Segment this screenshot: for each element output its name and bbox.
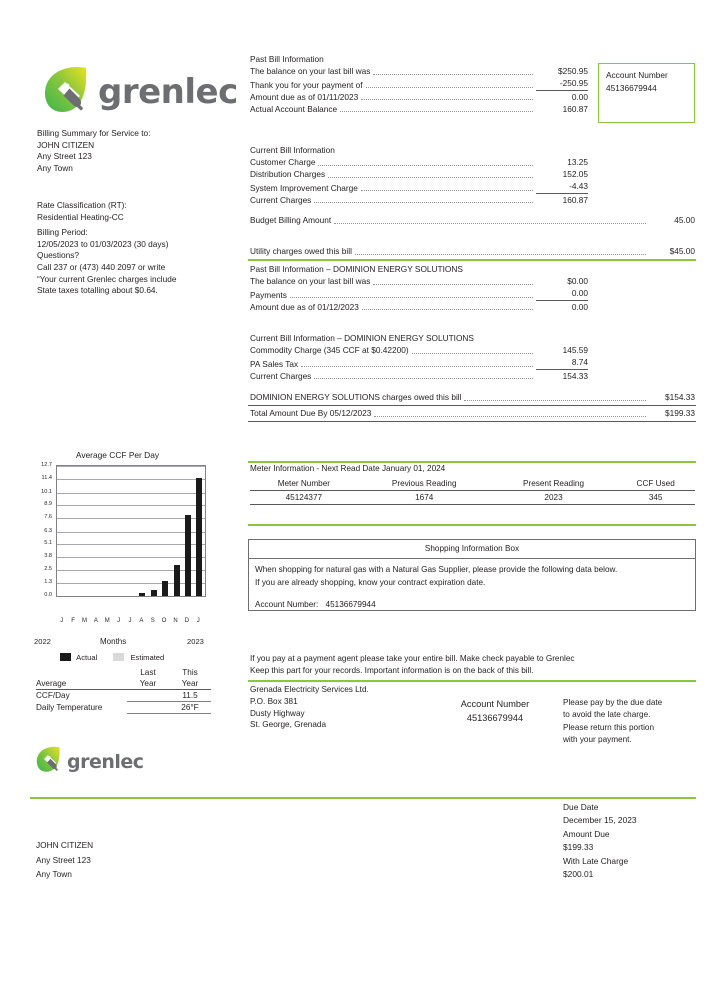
leader-dots [464, 400, 646, 401]
leader-dots [373, 74, 533, 75]
leader-dots [318, 165, 533, 166]
meter-table [250, 477, 695, 505]
meter-col-header: Previous Reading [358, 477, 491, 491]
line-item [250, 156, 588, 168]
leader-dots [361, 99, 533, 100]
line-item-label: Current Charges [250, 194, 312, 205]
line-item [250, 65, 588, 77]
stub-due-block [563, 801, 703, 881]
stub-amount-due-value: $199.33 [563, 842, 594, 853]
customer-name: JOHN CITIZEN [37, 139, 95, 150]
line-item-value: 160.87 [562, 194, 588, 205]
tax-note-line1: “Your current Grenlec charges include [37, 273, 177, 284]
meter-cell: 1674 [358, 491, 491, 505]
chart-y-tick-label: 5.1 [44, 539, 52, 546]
current-bill-section [250, 144, 588, 206]
grenlec-logo-footer [34, 744, 144, 779]
line-item-value: -250.95 [536, 77, 588, 91]
stub-address-line1: Any Street 123 [36, 854, 91, 865]
rate-classification-value: Residential Heating-CC [37, 211, 124, 222]
chart-x-tick-label: A [93, 618, 98, 624]
line-item-label: Actual Account Balance [250, 103, 338, 114]
chart-gridline [57, 583, 205, 584]
payment-notice-line1: If you pay at a payment agent please take your entire bill. Make check payable to Grenlec [250, 654, 575, 663]
utility-owed-label: Utility charges owed this bill [250, 246, 352, 256]
usage-row-last [127, 702, 169, 714]
usage-row-last [127, 690, 169, 702]
legend-swatch-estimated [113, 653, 124, 661]
remit-note-line1: Please pay by the due date [563, 698, 663, 707]
section-rule [248, 405, 696, 406]
leader-dots [290, 297, 533, 298]
chart-x-tick-label: J [60, 618, 64, 624]
line-item-label: PA Sales Tax [250, 358, 299, 369]
chart-gridline [57, 544, 205, 545]
budget-billing-value: 45.00 [674, 215, 695, 225]
total-due-label: Total Amount Due By 05/12/2023 [250, 408, 372, 418]
chart-y-tick-label: 10.1 [41, 488, 52, 495]
line-item-value: 152.05 [562, 169, 588, 179]
meter-col-header: CCF Used [616, 477, 695, 491]
line-item-label: Amount due as of 01/11/2023 [250, 91, 359, 102]
line-item-label: The balance on your last bill was [250, 276, 371, 286]
line-item-value: 0.00 [536, 287, 588, 301]
green-divider [248, 524, 696, 526]
chart-y-tick-label: 3.8 [44, 553, 52, 560]
logo-wordmark: grenlec [67, 750, 144, 773]
line-item [250, 301, 588, 313]
remit-note-line4: with your payment. [563, 735, 632, 745]
col-last-year: Year [127, 678, 169, 690]
line-item [250, 370, 588, 382]
col-last-header: Last [140, 668, 156, 677]
account-number-value: 45136679944 [606, 82, 657, 93]
utility-owed-value: $45.00 [669, 246, 695, 256]
remit-note-line3: Please return this portion [563, 722, 655, 732]
usage-row-this: 26°F [169, 702, 211, 714]
leader-dots [362, 309, 533, 310]
chart-x-tick-label: J [128, 618, 132, 624]
budget-billing-row [250, 214, 695, 226]
stub-amount-due-label: Amount Due [563, 828, 610, 839]
chart-y-tick-label: 2.5 [44, 566, 52, 573]
remit-po-box: P.O. Box 381 [250, 696, 298, 706]
utility-owed-row [250, 245, 695, 257]
stub-customer-name: JOHN CITIZEN [36, 840, 94, 850]
shopping-box-line2: If you are already shopping, know your contract expiration date. [255, 577, 486, 587]
chart-y-axis [28, 462, 52, 598]
chart-bar [162, 581, 168, 596]
leader-dots [373, 284, 533, 285]
total-due-row [250, 407, 695, 419]
meter-col-header: Meter Number [250, 477, 358, 491]
customer-address-line1: Any Street 123 [37, 151, 92, 162]
shopping-account-number: 45136679944 [325, 599, 376, 609]
line-item [250, 168, 588, 180]
line-item [250, 356, 588, 370]
line-item [250, 91, 588, 103]
payment-notice [250, 653, 698, 677]
chart-x-tick-label: S [150, 618, 155, 624]
past-bill-heading: Past Bill Information [250, 54, 324, 64]
leaf-plug-icon [34, 744, 64, 779]
line-item-value: $0.00 [567, 276, 588, 286]
service-to-label: Billing Summary for Service to: [37, 128, 151, 138]
leaf-plug-icon [40, 62, 94, 121]
remit-city: St. George, Grenada [250, 720, 327, 730]
stub-due-date-value: December 15, 2023 [563, 815, 637, 826]
leader-dots [328, 177, 533, 178]
chart-legend [60, 653, 164, 662]
stub-late-value: $200.01 [563, 869, 594, 880]
line-item-value: 0.00 [571, 91, 588, 102]
chart-gridline [57, 532, 205, 533]
stub-due-date-label: Due Date [563, 802, 599, 812]
line-item-label: Commodity Charge (345 CCF at $0.42200) [250, 345, 409, 355]
supplier-owed-value: $154.33 [665, 392, 695, 402]
line-item-label: Current Charges [250, 370, 312, 381]
chart-bar [174, 565, 180, 596]
shopping-account-label: Account Number: [255, 599, 319, 609]
chart-gridline [57, 493, 205, 494]
chart-year-left: 2022 [34, 637, 51, 646]
line-item [250, 287, 588, 301]
stub-address-block [36, 838, 236, 882]
total-due-value: $199.33 [665, 408, 695, 418]
line-item-label: Thank you for your payment of [250, 79, 363, 90]
col-this-year: Year [169, 678, 211, 690]
chart-bar [139, 593, 145, 596]
chart-gridline [57, 570, 205, 571]
tax-note-line2: State taxes totalling about $0.64. [37, 285, 158, 296]
meter-col-header: Present Reading [491, 477, 617, 491]
line-item [250, 194, 588, 206]
past-bill-section [250, 53, 588, 115]
legend-label-actual: Actual [76, 653, 98, 662]
chart-y-tick-label: 8.9 [44, 500, 52, 507]
chart-plot-area [56, 465, 206, 597]
chart-bar [196, 478, 202, 596]
chart-year-right: 2023 [187, 637, 204, 646]
line-item-value: 0.00 [571, 301, 588, 312]
budget-billing-label: Budget Billing Amount [250, 215, 332, 225]
supplier-current-bill-section [250, 332, 588, 382]
line-item-value: 160.87 [562, 103, 588, 114]
questions-label: Questions? [37, 250, 79, 261]
leader-dots [361, 190, 533, 191]
chart-x-axis [56, 618, 206, 630]
billing-period-value: 12/05/2023 to 01/03/2023 (30 days) [37, 238, 169, 249]
chart-x-tick-label: O [161, 618, 167, 624]
chart-x-tick-label: M [81, 618, 87, 624]
supplier-current-heading: Current Bill Information – DOMINION ENERGY SOLUTIONS [250, 333, 474, 343]
chart-x-tick-label: D [184, 618, 190, 624]
rate-classification-label: Rate Classification (RT): [37, 200, 127, 210]
line-item-label: The balance on your last bill was [250, 66, 371, 76]
shopping-box-title: Shopping Information Box [249, 540, 695, 559]
shopping-information-box [248, 539, 696, 611]
leader-dots [355, 254, 646, 255]
chart-y-tick-label: 12.7 [41, 462, 52, 468]
chart-bar [185, 515, 191, 596]
chart-x-tick-label: F [71, 618, 75, 624]
supplier-owed-label: DOMINION ENERGY SOLUTIONS charges owed this bill [250, 392, 462, 402]
legend-swatch-actual [60, 653, 71, 661]
line-item-value: 8.74 [536, 356, 588, 370]
chart-gridline [57, 505, 205, 506]
chart-y-tick-label: 1.3 [44, 578, 52, 585]
green-divider [248, 259, 696, 261]
leader-dots [301, 366, 533, 367]
supplier-past-bill-section [250, 263, 588, 313]
chart-bar [151, 590, 157, 596]
line-item [250, 344, 588, 356]
chart-x-tick-label: M [104, 618, 110, 624]
table-header-row [250, 477, 695, 491]
line-item-label: Payments [250, 289, 287, 300]
meter-heading: Meter Information - Next Read Date January 01, 2024 [250, 464, 446, 473]
leader-dots [412, 353, 533, 354]
green-divider [248, 461, 696, 463]
payment-notice-line2: Keep this part for your records. Important information is on the back of this bill. [250, 666, 534, 675]
line-item [250, 275, 588, 287]
chart-x-tick-label: A [139, 618, 144, 624]
leader-dots [314, 202, 533, 203]
line-item-label: Amount due as of 01/12/2023 [250, 301, 359, 312]
grenlec-logo-header [40, 62, 238, 121]
rate-info-block [37, 200, 252, 297]
chart-gridline [57, 518, 205, 519]
stub-late-label: With Late Charge [563, 855, 629, 866]
shopping-box-line1: When shopping for natural gas with a Natural Gas Supplier, please provide the following data below. [255, 564, 618, 574]
chart-y-tick-label: 0.0 [44, 592, 52, 598]
legend-label-estimated: Estimated [130, 653, 165, 662]
line-item [250, 77, 588, 91]
customer-address-line2: Any Town [37, 162, 73, 173]
meter-cell: 2023 [491, 491, 617, 505]
chart-title: Average CCF Per Day [75, 450, 160, 460]
line-item-label: Customer Charge [250, 157, 316, 167]
chart-x-tick-label: J [117, 618, 121, 624]
chart-xlabel: Months [100, 637, 127, 646]
stub-address-line2: Any Town [36, 869, 72, 879]
line-item [250, 103, 588, 115]
remit-note-line2: to avoid the late charge. [563, 710, 651, 720]
meter-cell: 345 [616, 491, 695, 505]
logo-wordmark: grenlec [98, 71, 238, 112]
usage-summary-table [36, 667, 211, 714]
line-item-value: -4.43 [536, 180, 588, 194]
line-item-value: 145.59 [562, 345, 588, 355]
chart-x-tick-label: J [196, 618, 200, 624]
line-item-label: Distribution Charges [250, 169, 326, 179]
line-item-value: 13.25 [567, 157, 588, 167]
usage-row-label: CCF/Day [36, 691, 70, 701]
account-number-title: Account Number [606, 70, 668, 80]
table-row [250, 491, 695, 505]
chart-gridline [57, 557, 205, 558]
remit-account-label: Account Number [460, 699, 530, 709]
section-rule [248, 421, 696, 422]
remit-company-block [250, 684, 430, 731]
remit-account-number: 45136679944 [466, 713, 524, 723]
chart-gridline [57, 466, 205, 467]
leader-dots [374, 416, 646, 417]
chart-gridline [57, 479, 205, 480]
usage-row-label: Daily Temperature [36, 703, 103, 712]
leader-dots [334, 223, 646, 224]
questions-value: Call 237 or (473) 440 2097 or write [37, 261, 166, 272]
supplier-past-heading: Past Bill Information – DOMINION ENERGY SOLUTIONS [250, 264, 463, 274]
remit-street: Dusty Highway [250, 708, 305, 718]
service-address-block [37, 128, 252, 174]
meter-cell: 45124377 [250, 491, 358, 505]
billing-period-label: Billing Period: [37, 227, 88, 238]
remit-account-block [430, 697, 560, 725]
supplier-owed-row [250, 391, 695, 403]
usage-row-this: 11.5 [169, 690, 211, 702]
chart-y-tick-label: 7.6 [44, 514, 52, 521]
green-divider [30, 797, 696, 799]
chart-x-tick-label: N [173, 618, 178, 624]
line-item-label: System Improvement Charge [250, 182, 358, 193]
line-item-value: 154.33 [562, 370, 588, 381]
shopping-box-account [255, 598, 689, 611]
line-item [250, 180, 588, 194]
account-number-box [598, 63, 695, 123]
current-bill-heading: Current Bill Information [250, 145, 335, 155]
remit-company: Grenada Electricity Services Ltd. [250, 685, 369, 694]
leader-dots [340, 111, 533, 112]
chart-y-tick-label: 11.4 [41, 475, 52, 482]
line-item-value: $250.95 [558, 66, 588, 76]
col-this-header: This [182, 668, 198, 677]
green-divider [248, 680, 696, 682]
leader-dots [366, 87, 533, 88]
chart-y-tick-label: 6.3 [44, 527, 52, 534]
leader-dots [314, 378, 533, 379]
row-head-average: Average [36, 678, 127, 690]
remit-note-block [563, 697, 703, 747]
